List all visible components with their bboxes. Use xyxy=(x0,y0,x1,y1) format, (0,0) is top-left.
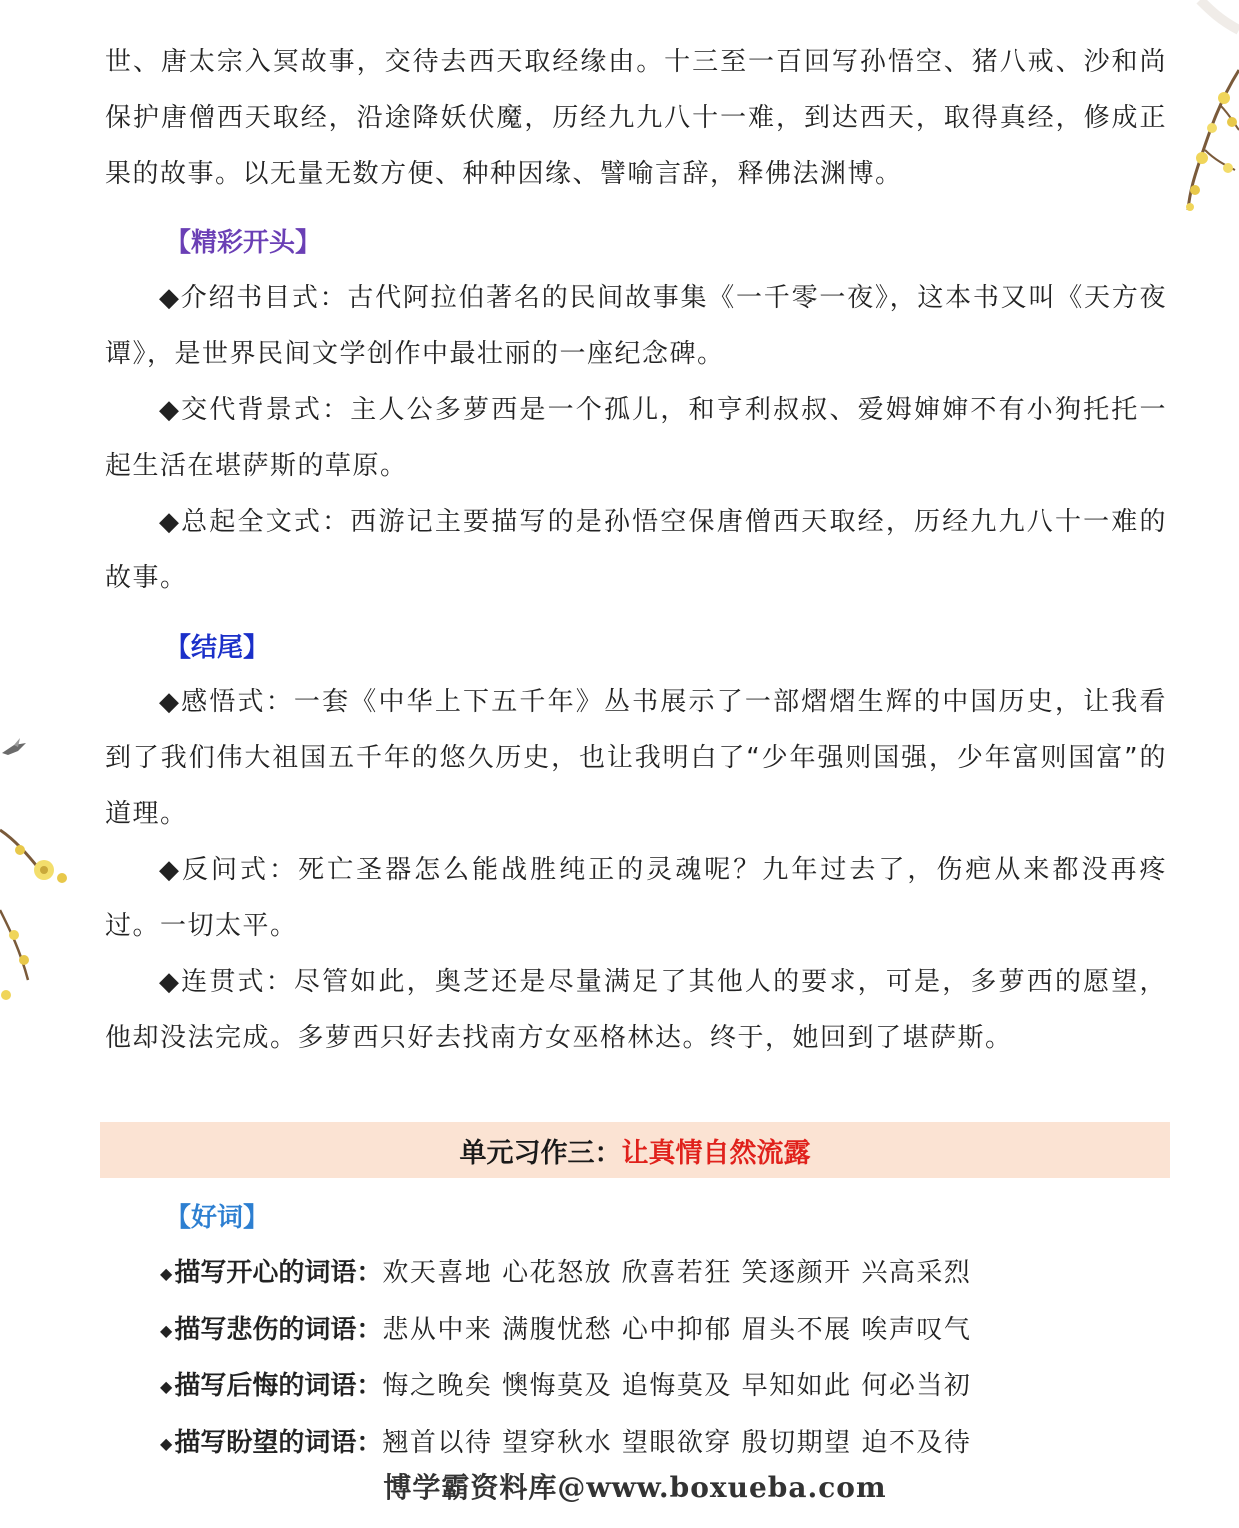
word-list: 欢天喜地 心花怒放 欣喜若狂 笑逐颜开 兴高采烈 xyxy=(382,1258,972,1288)
word-list: 悔之晚矣 懊悔莫及 追悔莫及 早知如此 何必当初 xyxy=(382,1371,972,1401)
banner-prefix: 单元习作三： xyxy=(459,1137,622,1169)
word-row-sad xyxy=(160,1310,971,1351)
opening-item-overview: ◆总起全文式：西游记主要描写的是孙悟空保唐僧西天取经，历经九九八十一难的故事。 xyxy=(105,507,1167,593)
ending-item-continuous: ◆连贯式：尽管如此，奥芝还是尽量满足了其他人的要求，可是，多萝西的愿望，他却没法完成。多萝西只好去找南方女巫格林达。终于，她回到了堪萨斯。 xyxy=(105,967,1167,1053)
intro-paragraph: 世、唐太宗入冥故事，交待去西天取经缘由。十三至一百回写孙悟空、猪八戒、沙和尚保护唐僧西天取经，沿途降妖伏魔，历经九九八十一难，到达西天，取得真经，修成正果的故事。以无量无数方便、种种因缘、譬喻言辞，释佛法渊博。 xyxy=(105,47,1167,189)
word-category: 描写悲伤的词语： xyxy=(174,1315,383,1345)
word-category: 描写盼望的词语： xyxy=(174,1428,383,1458)
bullet-icon: ◆ xyxy=(160,1263,173,1283)
word-row-happy xyxy=(160,1253,971,1294)
good-words-label: 【好词】 xyxy=(165,1203,270,1233)
word-list: 翘首以待 望穿秋水 望眼欲穿 殷切期望 迫不及待 xyxy=(382,1428,972,1458)
bullet-icon: ◆ xyxy=(160,1433,173,1453)
opening-section-label: 【精彩开头】 xyxy=(165,228,322,258)
word-row-regret xyxy=(160,1366,971,1407)
bird-icon xyxy=(0,735,30,765)
banner-title: 让真情自然流露 xyxy=(621,1137,811,1169)
ending-item-rhetorical: ◆反问式：死亡圣器怎么能战胜纯正的灵魂呢？九年过去了，伤疤从来都没再疼过。一切太平。 xyxy=(105,855,1167,941)
ending-item-reflection: ◆感悟式：一套《中华上下五千年》丛书展示了一部熠熠生辉的中国历史，让我看到了我们伟大祖国五千年的悠久历史，也让我明白了“少年强则国强，少年富则国富”的道理。 xyxy=(105,687,1167,829)
plum-blossom-branch-left xyxy=(0,820,80,1010)
unit-banner xyxy=(100,1122,1170,1178)
ending-section-label: 【结尾】 xyxy=(165,633,270,663)
footer-watermark: 博学霸资料库@www.boxueba.com xyxy=(383,1471,887,1504)
opening-item-introduce-book: ◆介绍书目式：古代阿拉伯著名的民间故事集《一千零一夜》，这本书又叫《天方夜谭》，是世界民间文学创作中最壮丽的一座纪念碑。 xyxy=(105,283,1167,369)
word-category: 描写后悔的词语： xyxy=(174,1371,383,1401)
word-row-longing xyxy=(160,1423,971,1464)
word-category: 描写开心的词语： xyxy=(174,1258,383,1288)
bullet-icon: ◆ xyxy=(160,1376,173,1396)
opening-item-background: ◆交代背景式：主人公多萝西是一个孤儿，和亨利叔叔、爱姆婶婶不有小狗托托一起生活在堪萨斯的草原。 xyxy=(105,395,1167,481)
bullet-icon: ◆ xyxy=(160,1320,173,1340)
word-list: 悲从中来 满腹忧愁 心中抑郁 眉头不展 唉声叹气 xyxy=(382,1315,972,1345)
